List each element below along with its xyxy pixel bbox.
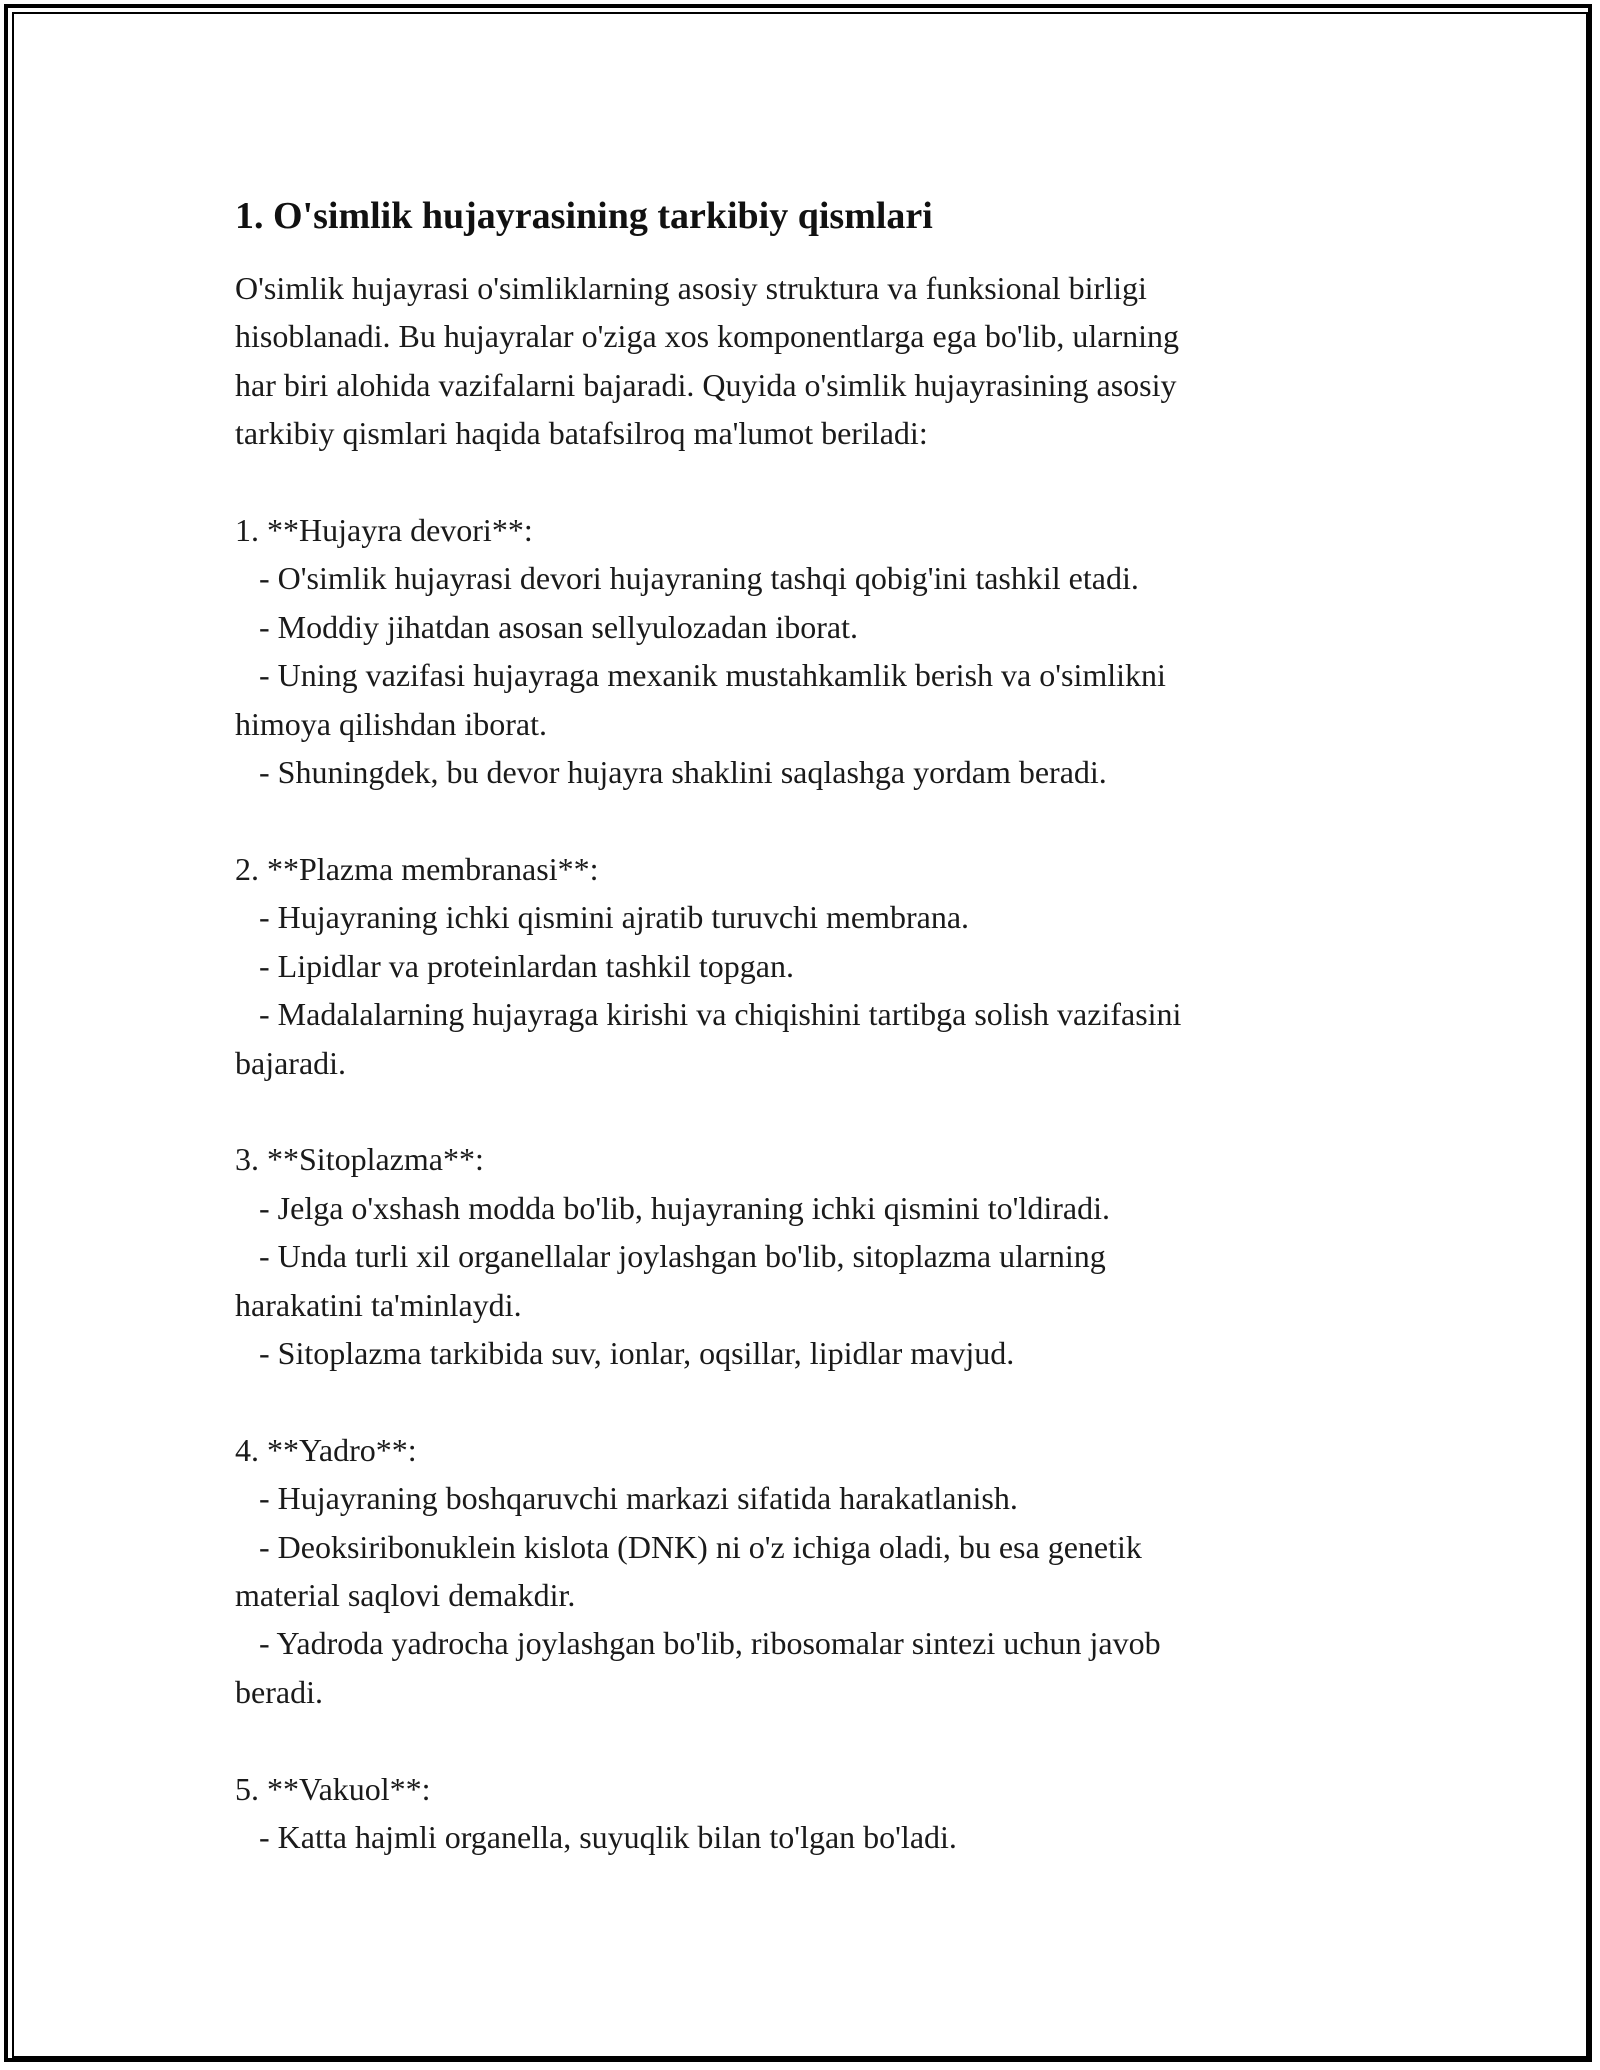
document-content <box>235 188 1355 1861</box>
document-body: O'simlik hujayrasi o'simliklarning asosiy struktura va funksional birligi hisoblanadi. Bu hujayralar o'ziga xos komponentlarga ega bo'lib, ularning har biri alohida vazifalarni bajaradi. Quyida o'simlik hujayrasining asosiy tarkibiy qismlari haqida batafsilroq ma'lumot beriladi: 1. **Hujayra devori**: - O'simlik hujayrasi devori hujayraning tashqi qobig'ini tashkil etadi. - Moddiy jihatdan asosan sellyulozadan iborat. - Uning vazifasi hujayraga mexanik mustahkamlik berish va o'simlikni himoya qilishdan iborat. - Shuningdek, bu devor hujayra shaklini saqlashga yordam beradi. 2. **Plazma membranasi**: - Hujayraning ichki qismini ajratib turuvchi membrana. - Lipidlar va proteinlardan tashkil topgan. - Madalalarning hujayraga kirishi va chiqishini tartibga solish vazifasini bajaradi. 3. **Sitoplazma**: - Jelga o'xshash modda bo'lib, hujayraning ichki qismini to'ldiradi. - Unda turli xil organellalar joylashgan bo'lib, sitoplazma ularning harakatini ta'minlaydi. - Sitoplazma tarkibida suv, ionlar, oqsillar, lipidlar mavjud. 4. **Yadro**: - Hujayraning boshqaruvchi markazi sifatida harakatlanish. - Deoksiribonuklein kislota (DNK) ni o'z ichiga oladi, bu esa genetik material saqlovi demakdir. - Yadroda yadrocha joylashgan bo'lib, ribosomalar sintezi uchun javob beradi. 5. **Vakuol**: - Katta hajmli organella, suyuqlik bilan to'lgan bo'ladi. <box>235 270 1182 1855</box>
document-title: 1. O'simlik hujayrasining tarkibiy qismlari <box>235 195 933 237</box>
